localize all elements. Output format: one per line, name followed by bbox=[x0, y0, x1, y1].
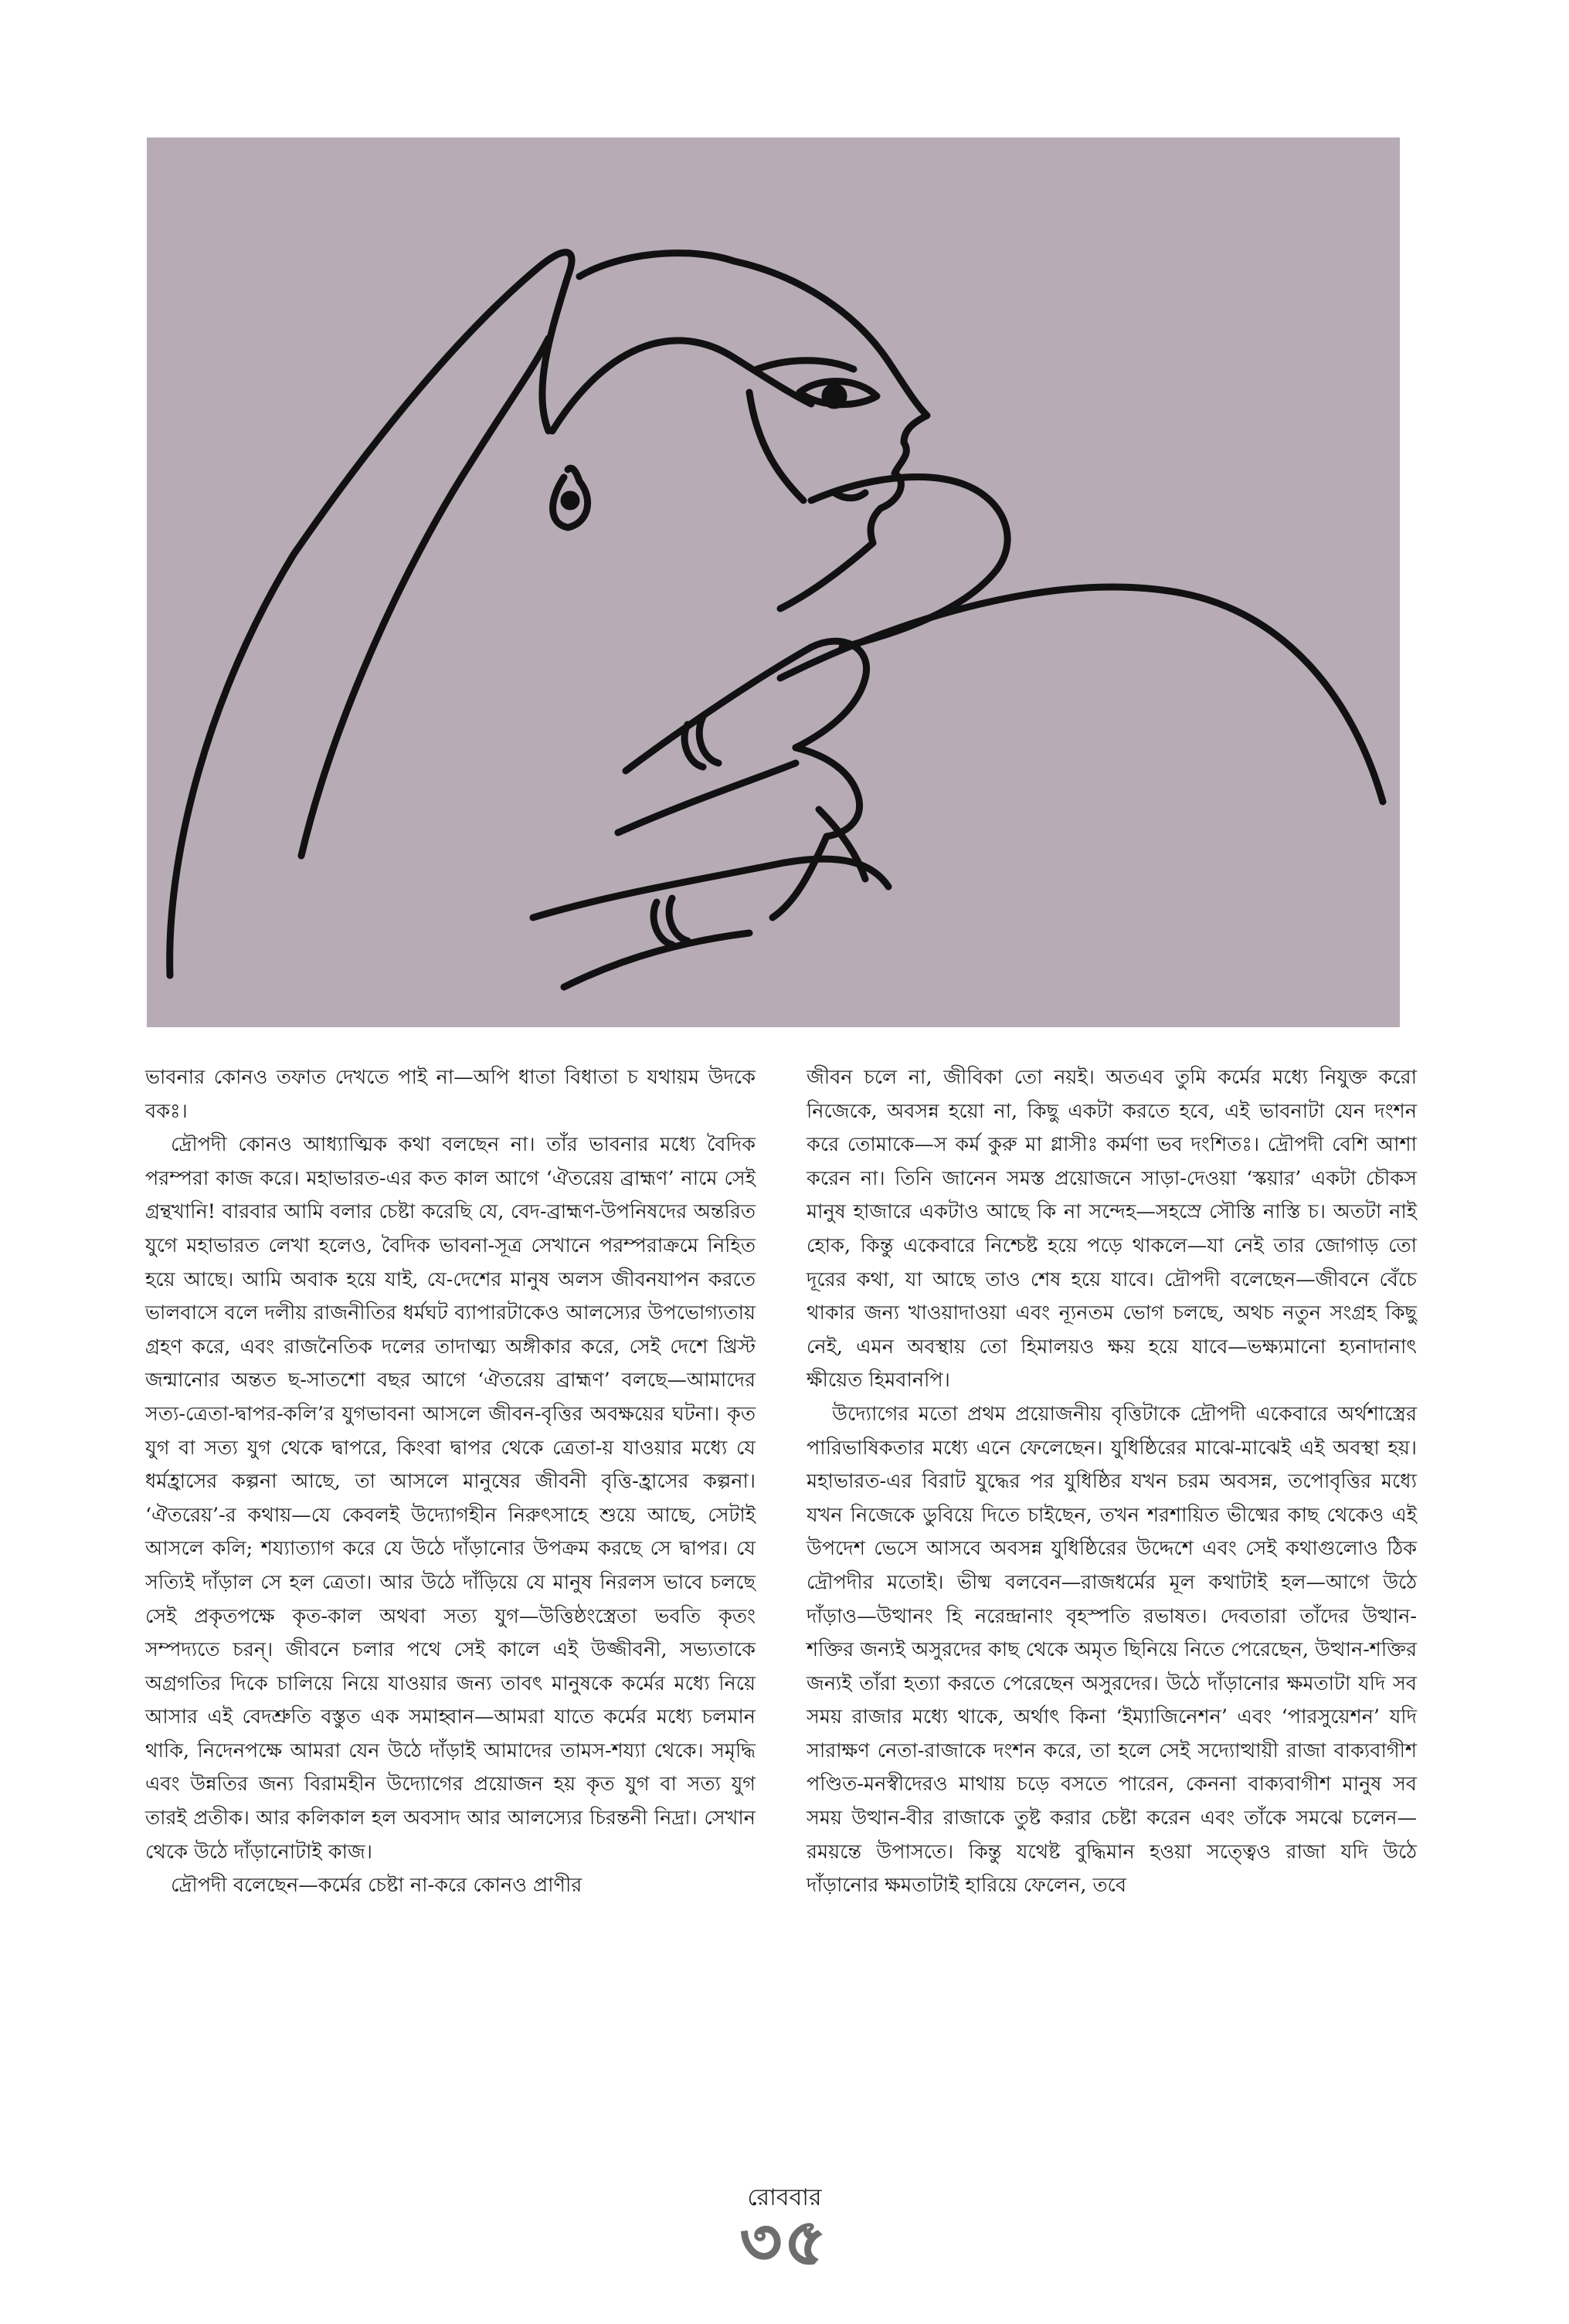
magazine-name: রোববার bbox=[747, 2184, 822, 2211]
left-paragraph-2: দ্রৌপদী কোনও আধ্যাত্মিক কথা বলছেন না। তাঁর ভাবনার মধ্যে বৈদিক পরম্পরা কাজ করে। মহাভারত-এর কত কাল আগে ‘ঐতরেয় ব্রাহ্মণ’ নামে সেই গ্রন্থখানি! বারবার আমি বলার চেষ্টা করেছি যে, বেদ-ব্রাহ্মণ-উপনিষদের অন্তরিত যুগে মহাভারত লেখা হলেও, বৈদিক ভাবনা-সূত্র সেখানে পরম্পরাক্রমে নিহিত হয়ে আছে। আমি অবাক হয়ে যাই, যে-দেশের মানুষ অলস জীবনযাপন করতে ভালবাসে বলে দলীয় রাজনীতির ধর্মঘট ব্যাপারটাকেও আলস্যের উপভোগ্যতায় গ্রহণ করে, এবং রাজনৈতিক দলের তাদাত্ম্য অঙ্গীকার করে, সেই দেশে খ্রিস্ট জন্মানোর অন্তত ছ-সাতশো বছর আগে ‘ঐতরেয় ব্রাহ্মণ’ বলছে—আমাদের সত্য-ত্রেতা-দ্বাপর-কলি’র যুগভাবনা আসলে জীবন-বৃত্তির অবক্ষয়ের ঘটনা। কৃত যুগ বা সত্য যুগ থেকে দ্বাপরে, কিংবা দ্বাপর থেকে ত্রেতা-য় যাওয়ার মধ্যে যে ধর্মহ্রাসের কল্পনা আছে, তা আসলে মানুষের জীবনী বৃত্তি-হ্রাসের কল্পনা। ‘ঐতরেয়’-র কথায়—যে কেবলই উদ্যোগহীন নিরুৎসাহে শুয়ে আছে, সেটাই আসলে কলি; শয্যাত্যাগ করে যে উঠে দাঁড়ানোর উপক্রম করছে সে দ্বাপর। যে সত্যিই দাঁড়াল সে হল ত্রেতা। আর উঠে দাঁড়িয়ে যে মানুষ নিরলস ভাবে চলছে সেই প্রকৃতপক্ষে কৃত-কাল অথবা সত্য যুগ—উত্তিষ্ঠংস্ত্রেতা ভবতি কৃতং সম্পদ্যতে চরন্। জীবনে চলার পথে সেই কালে এই উজ্জীবনী, সভ্যতাকে অগ্রগতির দিকে চালিয়ে নিয়ে যাওয়ার জন্য তাবৎ মানুষকে কর্মের মধ্যে নিয়ে আসার এই বেদশ্রুতি বস্তুত এক সমাহ্বান—আমরা যাতে কর্মের মধ্যে চলমান থাকি, নিদেনপক্ষে আমরা যেন উঠে দাঁড়াই আমাদের তামস-শয্যা থেকে। সমৃদ্ধি এবং উন্নতির জন্য বিরামহীন উদ্যোগের প্রয়োজন হয় কৃত যুগ বা সত্য যুগ তারই প্রতীক। আর কলিকাল হল অবসাদ আর আলস্যের চিরন্তনী নিদ্রা। সেখান থেকে উঠে দাঁড়ানোটাই কাজ। bbox=[145, 1133, 756, 1864]
back-curve-line bbox=[780, 587, 1383, 802]
head-back-line bbox=[579, 253, 888, 361]
body-bottom-line bbox=[564, 933, 749, 987]
lower-arm-line bbox=[533, 859, 888, 918]
illustration-panel bbox=[147, 137, 1400, 1027]
eyebrow-line bbox=[757, 361, 854, 369]
bangle-2 bbox=[699, 717, 718, 763]
left-paragraph-3: দ্রৌপদী বলেছেন—কর্মের চেষ্টা না-করে কোনও প্রাণীর bbox=[171, 1874, 582, 1898]
left-paragraph-1: ভাবনার কোনও তফাত দেখতে পাই না—অপি ধাতা বিধাতা চ যথায়ম উদকে বকঃ। bbox=[145, 1066, 756, 1123]
bangle-4 bbox=[669, 898, 688, 941]
neck-line bbox=[780, 543, 873, 609]
eye-pupil bbox=[825, 387, 844, 405]
forearm-lower-line bbox=[618, 763, 796, 833]
veil-outer-line bbox=[170, 253, 572, 975]
veil-inner-line bbox=[301, 338, 548, 856]
finger-1 bbox=[773, 836, 827, 918]
forearm-upper-line bbox=[626, 641, 867, 771]
cheek-line bbox=[749, 392, 803, 500]
line-drawing-woman-icon bbox=[147, 137, 1400, 1027]
earring-drop bbox=[564, 494, 576, 507]
hair-sweep-line bbox=[552, 341, 811, 431]
left-text-column bbox=[145, 1061, 756, 1903]
right-text-column bbox=[807, 1061, 1417, 1903]
right-paragraph-1: জীবন চলে না, জীবিকা তো নয়ই। অতএব তুমি কর্মের মধ্যে নিযুক্ত করো নিজেকে, অবসন্ন হয়ো না, কিছু একটা করতে হবে, এই ভাবনাটা যেন দংশন করে তোমাকে—স কর্ম কুরু মা গ্লাসীঃ কর্মণা ভব দংশিতঃ। দ্রৌপদী বেশি আশা করেন না। তিনি জানেন সমস্ত প্রয়োজনে সাড়া-দেওয়া ‘স্কয়ার’ একটা চৌকস মানুষ হাজারে একটাও আছে কি না সন্দেহ—সহস্রে সৌস্তি নাস্তি চ। অতটা নাই হোক, কিন্তু একেবারে নিশ্চেষ্ট হয়ে পড়ে থাকলে—যা নেই তার জোগাড় তো দূরের কথা, যা আছে তাও শেষ হয়ে যাবে। দ্রৌপদী বলেছেন—জীবনে বেঁচে থাকার জন্য খাওয়াদাওয়া এবং ন্যূনতম ভোগ চলছে, অথচ নতুন সংগ্রহ কিছু নেই, এমন অবস্থায় তো হিমালয়ও ক্ষয় হয়ে যাবে—ভক্ষ্যমানো হ্যনাদানাৎ ক্ষীয়েত হিমবানপি। bbox=[807, 1066, 1417, 1393]
page-number: ৩৫ bbox=[740, 2205, 829, 2279]
face-profile-line bbox=[871, 361, 927, 543]
right-paragraph-2: উদ্যোগের মতো প্রথম প্রয়োজনীয় বৃত্তিটাকে দ্রৌপদী একেবারে অর্থশাস্ত্রের পারিভাষিকতার মধ্যে এনে ফেলেছেন। যুধিষ্ঠিরের মাঝে-মাঝেই এই অবস্থা হয়। মহাভারত-এর বিরাট যুদ্ধের পর যুধিষ্ঠির যখন চরম অবসন্ন, তপোবৃত্তির মধ্যে যখন নিজেকে ডুবিয়ে দিতে চাইছেন, তখন শরশায়িত ভীষ্মের কাছ থেকেও এই উপদেশ ভেসে আসবে অবসন্ন যুধিষ্ঠিরের উদ্দেশে এবং সেই কথাগুলোও ঠিক দ্রৌপদীর মতোই। ভীষ্ম বলবেন—রাজধর্মের মূল কথাটাই হল—আগে উঠে দাঁড়াও—উত্থানং হি নরেন্দ্রানাং বৃহস্পতি রভাষত। দেবতারা তাঁদের উত্থান-শক্তির জন্যই অসুরদের কাছ থেকে অমৃত ছিনিয়ে নিতে পেরেছেন, উত্থান-শক্তির জন্যই তাঁরা হত্যা করতে পেরেছেন অসুরদের। উঠে দাঁড়ানোর ক্ষমতাটা যদি সব সময় রাজার মধ্যে থাকে, অর্থাৎ কিনা ‘ইম্যাজিনেশন’ এবং ‘পারসুয়েশন’ যদি সারাক্ষণ নেতা-রাজাকে দংশন করে, তা হলে সেই সদ্যোত্থায়ী রাজা বাক্যবাগীশ পণ্ডিত-মনস্বীদেরও মাথায় চড়ে বসতে পারেন, কেননা বাক্যবাগীশ মানুষ সব সময় উত্থান-বীর রাজাকে তুষ্ট করার চেষ্টা করেন এবং তাঁকে সমঝে চলেন—রময়ন্তে উপাসতে। কিন্তু যথেষ্ট বুদ্ধিমান হওয়া সত্ত্বেও রাজা যদি উঠে দাঁড়ানোর ক্ষমতাটাই হারিয়ে ফেলেন, তবে bbox=[807, 1402, 1417, 1898]
